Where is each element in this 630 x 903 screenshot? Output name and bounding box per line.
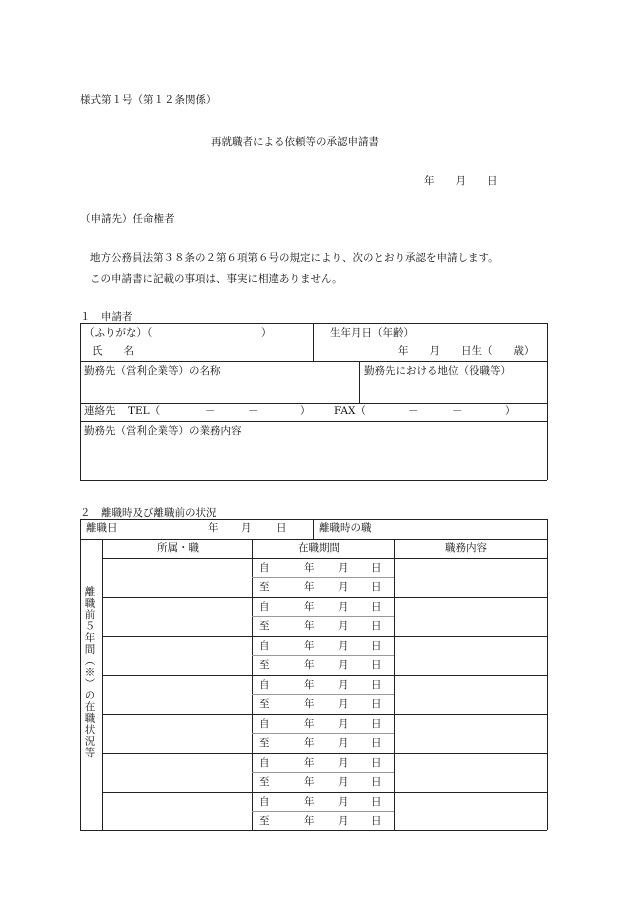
period-day: 日 [371,659,382,671]
fax-dash-1: － [408,405,419,417]
period-from-label: 自 [259,601,270,613]
period-year: 年 [304,659,315,671]
retire-date-label: 離職日 [86,522,118,534]
period-month: 月 [338,581,349,593]
period-day: 日 [371,601,382,613]
contact-label: 連絡先 [84,405,116,417]
period-year: 年 [304,718,315,730]
period-year: 年 [304,581,315,593]
period-to-label: 至 [259,620,270,632]
period-to-label: 至 [259,581,270,593]
col-duties: 職務内容 [445,542,487,554]
period-year: 年 [304,776,315,788]
period-divider [252,772,394,773]
period-to-label: 至 [259,737,270,749]
fax-close: ） [505,405,516,417]
retire-post-label: 離職時の職 [319,522,372,534]
period-day: 日 [371,698,382,710]
furigana-label: （ふりがな）（ [84,327,153,339]
intro-line-1: 地方公務員法第３８条の２第６項第６号の規定により、次のとおり承認を申請します。 [90,252,499,264]
period-month: 月 [338,718,349,730]
position-label: 勤務先における地位（役職等） [364,365,511,377]
period-year: 年 [304,601,315,613]
retire-month: 月 [241,522,252,534]
col-affiliation: 所属・職 [157,542,199,554]
period-from-label: 自 [259,562,270,574]
period-month: 月 [338,815,349,827]
period-month: 月 [338,640,349,652]
period-month: 月 [338,796,349,808]
employer-label: 勤務先（営利企業等）の名称 [84,365,221,377]
period-divider [252,616,394,617]
period-day: 日 [371,679,382,691]
retire-year: 年 [208,522,219,534]
period-divider [252,694,394,695]
period-year: 年 [304,620,315,632]
tel-close: ） [300,405,311,417]
addressee: （申請先）任命権者 [80,213,175,225]
period-year: 年 [304,640,315,652]
period-to-label: 至 [259,815,270,827]
period-day: 日 [371,776,382,788]
birth-value: 年 月 日生（ 歳） [398,345,535,357]
period-month: 月 [338,601,349,613]
period-month: 月 [338,737,349,749]
period-day: 日 [371,757,382,769]
period-day: 日 [371,815,382,827]
tel-label: TEL（ [128,405,161,417]
period-day: 日 [371,581,382,593]
period-from-label: 自 [259,679,270,691]
period-divider [252,811,394,812]
period-year: 年 [304,815,315,827]
document-title: 再就職者による依頼等の承認申請書 [211,136,379,148]
period-day: 日 [371,640,382,652]
section1-heading: １ 申請者 [80,311,133,323]
period-month: 月 [338,776,349,788]
intro-line-2: この申請書に記載の事項は、事実に相違ありません。 [90,273,343,285]
period-year: 年 [304,679,315,691]
form-number: 様式第１号（第１２条関係） [80,94,217,106]
period-day: 日 [371,718,382,730]
period-month: 月 [338,698,349,710]
period-from-label: 自 [259,757,270,769]
period-year: 年 [304,737,315,749]
section2-heading: ２ 離職時及び離職前の状況 [80,507,217,519]
period-year: 年 [304,698,315,710]
date-line: 年 月 日 [424,175,498,187]
fax-dash-2: － [452,405,463,417]
name-label: 氏 名 [92,345,134,357]
duties-label: 勤務先（営利企業等）の業務内容 [84,425,242,437]
period-day: 日 [371,796,382,808]
period-month: 月 [338,562,349,574]
period-month: 月 [338,679,349,691]
period-day: 日 [371,620,382,632]
period-year: 年 [304,757,315,769]
retire-day: 日 [276,522,287,534]
period-from-label: 自 [259,796,270,808]
period-to-label: 至 [259,698,270,710]
furigana-close: ） [261,327,272,339]
period-day: 日 [371,737,382,749]
period-month: 月 [338,659,349,671]
period-month: 月 [338,757,349,769]
period-divider [252,577,394,578]
tel-dash-1: － [205,405,216,417]
period-month: 月 [338,620,349,632]
fax-label: FAX（ [334,405,366,417]
period-from-label: 自 [259,640,270,652]
period-from-label: 自 [259,718,270,730]
period-year: 年 [304,796,315,808]
tel-dash-2: － [248,405,259,417]
period-year: 年 [304,562,315,574]
col-period: 在職期間 [298,542,340,554]
period-day: 日 [371,562,382,574]
period-divider [252,655,394,656]
period-to-label: 至 [259,659,270,671]
side-label: 離職前５年間（※）の在職状況等 [83,586,96,759]
period-divider [252,733,394,734]
birth-label: 生年月日（年齢） [330,327,414,339]
period-to-label: 至 [259,776,270,788]
